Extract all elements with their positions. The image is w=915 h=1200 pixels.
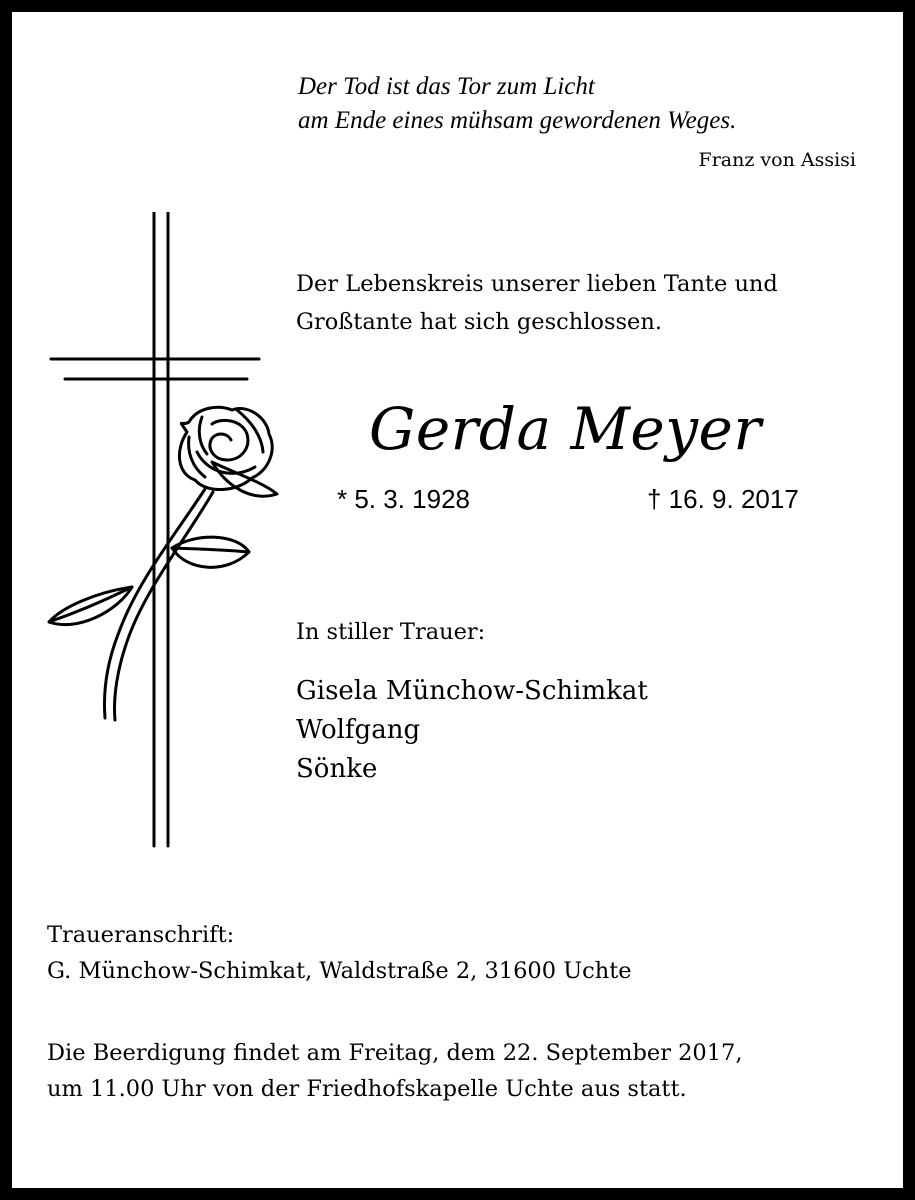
cross-with-rose-icon: [37, 212, 287, 852]
mourner-name: Gisela Münchow-Schimkat: [296, 676, 648, 706]
birth-date: * 5. 3. 1928: [337, 484, 470, 514]
quote-line-1: Der Tod ist das Tor zum Licht: [298, 73, 595, 100]
mourner-name: Wolfgang: [296, 715, 421, 745]
intro-line-2: Großtante hat sich geschlossen.: [296, 309, 662, 335]
quote-line-2: am Ende eines mühsam gewordenen Weges.: [298, 107, 737, 134]
funeral-line-1: Die Beerdigung findet am Freitag, dem 22. September 2017,: [47, 1040, 743, 1066]
death-date: † 16. 9. 2017: [647, 484, 799, 514]
deceased-name: Gerda Meyer: [369, 395, 762, 463]
intro-line-1: Der Lebenskreis unserer lieben Tante und: [296, 271, 778, 297]
address-value: G. Münchow-Schimkat, Waldstraße 2, 31600 Uchte: [47, 958, 632, 984]
address-label: Traueranschrift:: [47, 922, 235, 948]
quote-author: Franz von Assisi: [698, 149, 856, 171]
mourner-name: Sönke: [296, 754, 378, 784]
funeral-line-2: um 11.00 Uhr von der Friedhofskapelle Uchte aus statt.: [47, 1076, 687, 1102]
mourners-heading: In stiller Trauer:: [296, 619, 486, 645]
